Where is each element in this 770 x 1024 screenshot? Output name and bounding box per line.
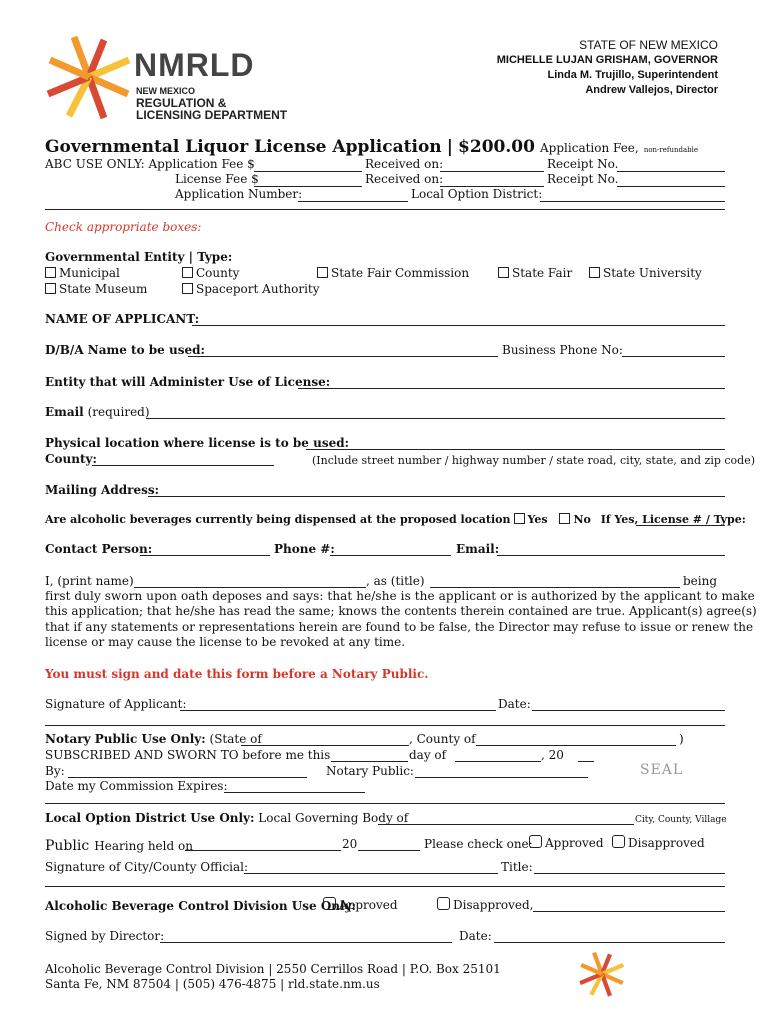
notary-subscribed: SUBSCRIBED AND SWORN TO before me this [45, 748, 331, 762]
checkbox-spaceport-authority[interactable] [182, 283, 193, 294]
footer-line-1: Alcoholic Beverage Control Division | 2550 Cerrillos Road | P.O. Box 25101 [45, 962, 501, 976]
checkbox-local-approved[interactable] [529, 835, 542, 848]
abc-receipt-2-field[interactable] [617, 186, 725, 187]
abc-app-number: Application Number: [175, 187, 303, 201]
county-field[interactable] [92, 465, 274, 466]
logo-sub-2: REGULATION & [136, 96, 227, 110]
oath-being: being [683, 574, 718, 588]
notary-close: ) [679, 732, 684, 746]
contact-person-label: Contact Person: [45, 542, 153, 556]
local-year-field[interactable] [358, 850, 420, 851]
abcd-signed-label: Signed by Director: [45, 929, 165, 943]
check-boxes-note: Check appropriate boxes: [45, 220, 202, 234]
entity-admin-field[interactable] [298, 388, 725, 389]
checkbox-no[interactable] [559, 513, 570, 524]
logo-sub-3: LICENSING DEPARTMENT [136, 108, 288, 122]
local-hearing-field[interactable] [185, 850, 341, 851]
local-twenty: 20 [342, 837, 358, 851]
checkbox-abcd-approved[interactable] [323, 897, 336, 910]
dba-label: D/B/A Name to be used: [45, 343, 205, 357]
notary-heading: Notary Public Use Only: (State of [45, 732, 262, 746]
physical-location-label: Physical location where license is to be used: [45, 436, 350, 450]
applicant-signature-field[interactable] [180, 710, 496, 711]
notary-day-field[interactable] [331, 761, 408, 762]
address-hint: (Include street number / highway number / state road, city, state, and zip code) [312, 454, 755, 467]
email2-label: Email: [456, 542, 500, 556]
email2-field[interactable] [497, 555, 725, 556]
abc-received-1: Received on: [365, 157, 444, 171]
oath-line-5: license or may cause the license to be revoked at any time. [45, 635, 406, 649]
oath-line-3: this application; that he/she has read the same; knows the contents therein contained are true. Applicant(s) agree(s) [45, 604, 757, 618]
applicant-label: NAME OF APPLICANT: [45, 312, 200, 326]
checkbox-county[interactable] [182, 267, 193, 278]
abc-app-fee-label: ABC USE ONLY: Application Fee $ [45, 157, 255, 171]
notary-by: By: [45, 764, 65, 778]
superintendent: Linda M. Trujillo, Superintendent [547, 69, 718, 81]
local-check-one: Please check one: [424, 837, 533, 851]
official-signature-label: Signature of City/County Official: [45, 860, 249, 874]
title-sep: | [446, 137, 453, 157]
local-disapproved[interactable]: Disapproved [612, 835, 705, 850]
dispensed-question: Are alcoholic beverages currently being dispensed at the proposed location Yes No If Yes, License # / Type: [45, 513, 746, 526]
entity-option-spaceport-authority[interactable]: Spaceport Authority [182, 282, 320, 296]
abc-license-fee: License Fee $ [175, 172, 259, 186]
title-main: Governmental Liquor License Application [45, 137, 442, 157]
entity-admin-label: Entity that will Administer Use of License: [45, 375, 331, 389]
oath-line-4: that if any statements or representations herein are found to be false, the Director may refuse to issue or renew the [45, 620, 754, 634]
notary-month-field[interactable] [455, 761, 541, 762]
notary-public-field[interactable] [415, 777, 588, 778]
divider-4 [45, 886, 725, 887]
logo-wordmark: NMRLD [134, 47, 255, 83]
physical-location-field[interactable] [306, 449, 725, 450]
mailing-address-label: Mailing Address: [45, 483, 160, 497]
entity-option-state-university[interactable]: State University [589, 266, 702, 280]
abcd-disapproved[interactable]: Disapproved, [437, 897, 533, 912]
phone-field[interactable] [330, 555, 451, 556]
abc-app-fee-field[interactable] [254, 171, 362, 172]
notary-county-field[interactable] [476, 745, 676, 746]
applicant-field[interactable] [192, 325, 725, 326]
notary-county-of: , County of [409, 732, 476, 746]
applicant-date-label: Date: [498, 697, 531, 711]
contact-person-field[interactable] [140, 555, 270, 556]
notary-expires: Date my Commission Expires: [45, 779, 228, 793]
mailing-address-field[interactable] [148, 496, 725, 497]
entity-heading: Governmental Entity | Type: [45, 250, 233, 264]
abc-receipt-1-field[interactable] [617, 171, 725, 172]
form-title [45, 137, 698, 157]
state-name: STATE OF NEW MEXICO [579, 38, 718, 52]
notary-seal: SEAL [640, 762, 684, 778]
divider-1 [45, 209, 725, 210]
notary-day-of: day of [409, 748, 447, 762]
applicant-signature-label: Signature of Applicant: [45, 697, 187, 711]
checkbox-local-disapproved[interactable] [612, 835, 625, 848]
director: Andrew Vallejos, Director [585, 84, 718, 96]
checkbox-abcd-disapproved[interactable] [437, 897, 450, 910]
checkbox-state-fair-commission[interactable] [317, 267, 328, 278]
nmrld-logo-mark [44, 32, 134, 122]
official-title-field[interactable] [534, 873, 725, 874]
header-right [497, 38, 718, 98]
notary-year-field[interactable] [578, 761, 594, 762]
abc-local-option-field[interactable] [540, 201, 725, 202]
official-signature-field[interactable] [244, 873, 498, 874]
checkbox-state-fair[interactable] [498, 267, 509, 278]
abc-receipt-2: Receipt No. [547, 172, 619, 186]
oath-title-label: , as (title) [366, 574, 425, 588]
notary-notice: You must sign and date this form before a Notary Public. [45, 667, 429, 681]
notary-by-field[interactable] [68, 777, 307, 778]
checkbox-yes[interactable] [514, 513, 525, 524]
divider-2 [45, 725, 725, 726]
governor: MICHELLE LUJAN GRISHAM, GOVERNOR [496, 54, 718, 66]
local-heading: Local Option District Use Only: Local Governing Body of [45, 811, 409, 825]
checkbox-municipal[interactable] [45, 267, 56, 278]
abcd-date-field[interactable] [494, 942, 725, 943]
local-body-note: City, County, Village [635, 815, 727, 825]
oath-print-name-field[interactable] [134, 587, 366, 588]
notary-state-field[interactable] [241, 745, 409, 746]
abc-receipt-1: Receipt No. [547, 157, 619, 171]
notary-public-label: Notary Public: [326, 764, 414, 778]
checkbox-state-university[interactable] [589, 267, 600, 278]
title-fee-label: Application Fee, [540, 141, 639, 155]
applicant-date-field[interactable] [532, 710, 725, 711]
nmrld-footer-logo-mark [578, 950, 626, 998]
notary-expires-field[interactable] [224, 792, 365, 793]
license-type-field[interactable] [636, 525, 725, 526]
abc-received-2: Received on: [365, 172, 444, 186]
oath-line-2: first duly sworn upon oath deposes and says: that he/she is the applicant or is authorized by the applicant to make [45, 589, 755, 603]
official-title-label: Title: [501, 860, 533, 874]
entity-option-state-fair[interactable]: State Fair [498, 266, 572, 280]
local-hearing: Public Hearing held on [45, 838, 193, 854]
abc-local-option: Local Option District: [411, 187, 543, 201]
entity-option-county[interactable]: County [182, 266, 239, 280]
checkbox-state-museum[interactable] [45, 283, 56, 294]
local-body-field[interactable] [378, 824, 634, 825]
abcd-date-label: Date: [459, 929, 492, 943]
abcd-signed-field[interactable] [160, 942, 452, 943]
abcd-heading: Alcoholic Beverage Control Division Use Only: [45, 899, 356, 913]
entity-option-state-fair-commission[interactable]: State Fair Commission [317, 266, 469, 280]
divider-3 [45, 803, 725, 804]
title-fee-note: non-refundable [643, 146, 699, 154]
title-fee: $200.00 [458, 137, 535, 157]
email-field[interactable] [146, 418, 725, 419]
logo-sub-1: NEW MEXICO [136, 86, 196, 96]
local-approved[interactable]: Approved [529, 835, 604, 850]
abcd-approved[interactable]: Approved [323, 897, 398, 912]
abcd-disapproved-field[interactable] [533, 911, 725, 912]
business-phone-field[interactable] [622, 356, 725, 357]
abc-received-1-field[interactable] [440, 171, 544, 172]
entity-option-state-museum[interactable]: State Museum [45, 282, 147, 296]
entity-option-municipal[interactable]: Municipal [45, 266, 120, 280]
county-label: County: [45, 452, 97, 466]
oath-title-field[interactable] [430, 587, 680, 588]
oath-print-name: I, (print name) [45, 574, 134, 588]
email-label: Email (required) [45, 405, 150, 419]
abc-app-number-field[interactable] [298, 201, 408, 202]
footer-line-2: Santa Fe, NM 87504 | (505) 476-4875 | rld.state.nm.us [45, 977, 380, 991]
dba-field[interactable] [188, 356, 498, 357]
notary-year: , 20 [541, 748, 564, 762]
business-phone-label: Business Phone No: [502, 343, 623, 357]
phone-label: Phone #: [274, 542, 335, 556]
